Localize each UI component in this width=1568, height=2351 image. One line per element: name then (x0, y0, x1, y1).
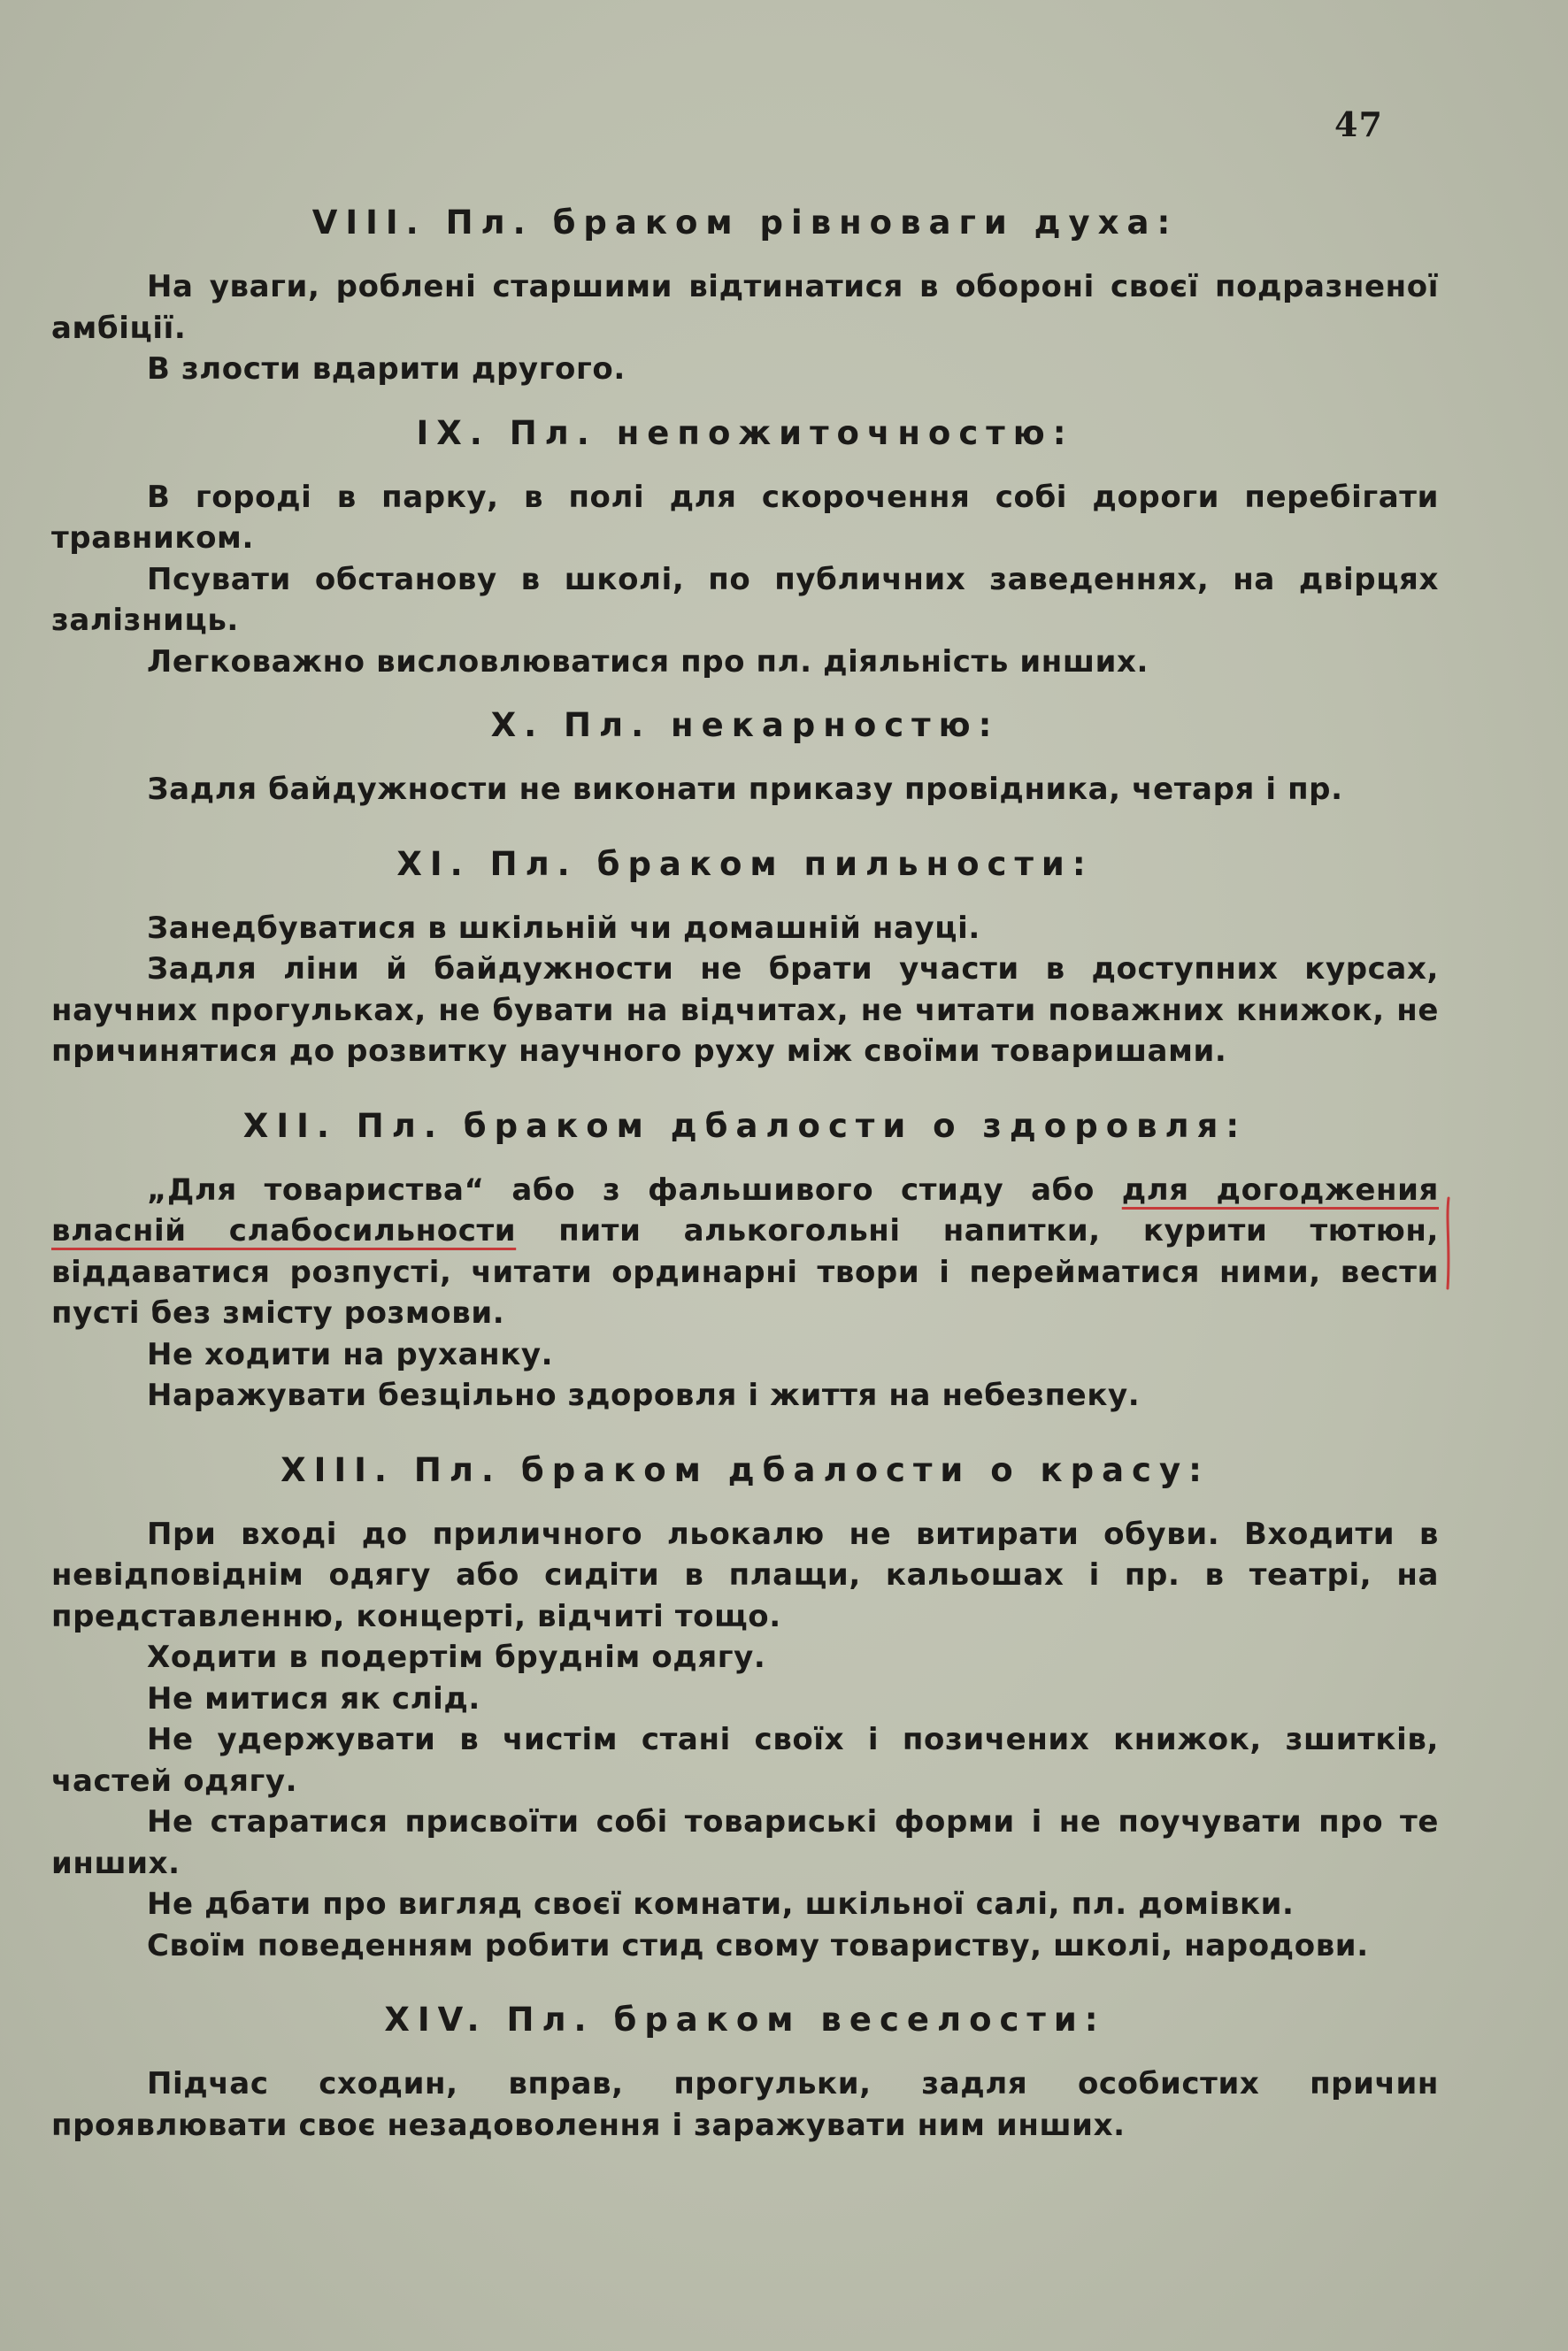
section-heading-xiii: XIII. Пл. браком дбалости о красу: (281, 1450, 1210, 1489)
paragraph: Не удержувати в чистім стані своїх і позичених книжок, зшитків, частей одягу. (51, 1722, 1439, 1799)
section-heading-xiv: XIV. Пл. браком веселости: (384, 2001, 1106, 2039)
paragraph: Задля ліни й байдужности не брати участи в доступних курсах, научних прогульках, не бувати на відчитах, не читати поважних книжок, не причинятися до розвитку научного руху між своїми товаришами. (51, 951, 1439, 1069)
pencil-underlined-text: для догоджения власній слабосильности (51, 1172, 1439, 1248)
pencil-margin-mark-icon (1444, 1195, 1453, 1292)
paragraph: Ходити в подертім бруднім одягу. (147, 1640, 766, 1675)
text-run: „Для товариства“ або з фальшивого стиду або (147, 1172, 1122, 1208)
paragraph: На уваги, роблені старшими відтинатися в обороні своєї подразненої амбіції. (51, 269, 1439, 346)
paragraph: Задля байдужности не виконати приказу провідника, четаря і пр. (147, 772, 1343, 807)
section-heading-xii: XII. Пл. браком дбалости о здоровля: (242, 1106, 1248, 1145)
paragraph: Своїм поведенням робити стид свому товариству, школі, народови. (147, 1927, 1369, 1963)
paragraph: Не дбати про вигляд своєї комнати, шкільної салі, пл. домівки. (147, 1886, 1295, 1922)
paragraph-with-underline (51, 1170, 1439, 1334)
paragraph: При вході до приличного льокалю не витирати обуви. Входити в невідповіднім одягу або сидіти в плащи, кальошах і пр. в театрі, на представленню, концерті, відчиті тощо. (51, 1516, 1439, 1634)
paragraph: Підчас сходин, вправ, прогульки, задля особистих причин проявлювати своє незадоволення і заражувати ним инших. (51, 2066, 1439, 2143)
paragraph: Наражувати безцільно здоровля і життя на небезпеку. (147, 1378, 1141, 1413)
page-content (51, 199, 1439, 2146)
paragraph: Занедбуватися в шкільній чи домашній науці. (147, 910, 980, 946)
section-heading-x: X. Пл. некарностю: (490, 706, 1000, 744)
paragraph: Не ходити на руханку. (147, 1336, 554, 1372)
paragraph: Псувати обстанову в школі, по публичних заведеннях, на двірцях залізниць. (51, 561, 1439, 638)
text-run: пити алькогольні напитки, курити тютюн, віддаватися розпусті, читати ординарні твори і перейматися ними, вести пусті без змісту розмови. (51, 1213, 1439, 1331)
paragraph: Не митися як слід. (147, 1680, 480, 1717)
paragraph: В злости вдарити другого. (147, 351, 626, 387)
paragraph: Легковажно висловлюватися про пл. діяльність инших. (147, 643, 1149, 680)
section-heading-xi: XI. Пл. браком пильности: (396, 844, 1094, 883)
section-heading-viii: VIII. Пл. браком рівноваги духа: (311, 204, 1179, 242)
section-heading-ix: IX. Пл. непожиточностю: (416, 413, 1074, 452)
paragraph: Не старатися присвоїти собі товариські форми і не поучувати про те инших. (51, 1804, 1439, 1881)
paragraph: В городі в парку, в полі для скорочення собі дороги перебігати травником. (51, 479, 1439, 556)
page-number: 47 (1334, 104, 1383, 144)
